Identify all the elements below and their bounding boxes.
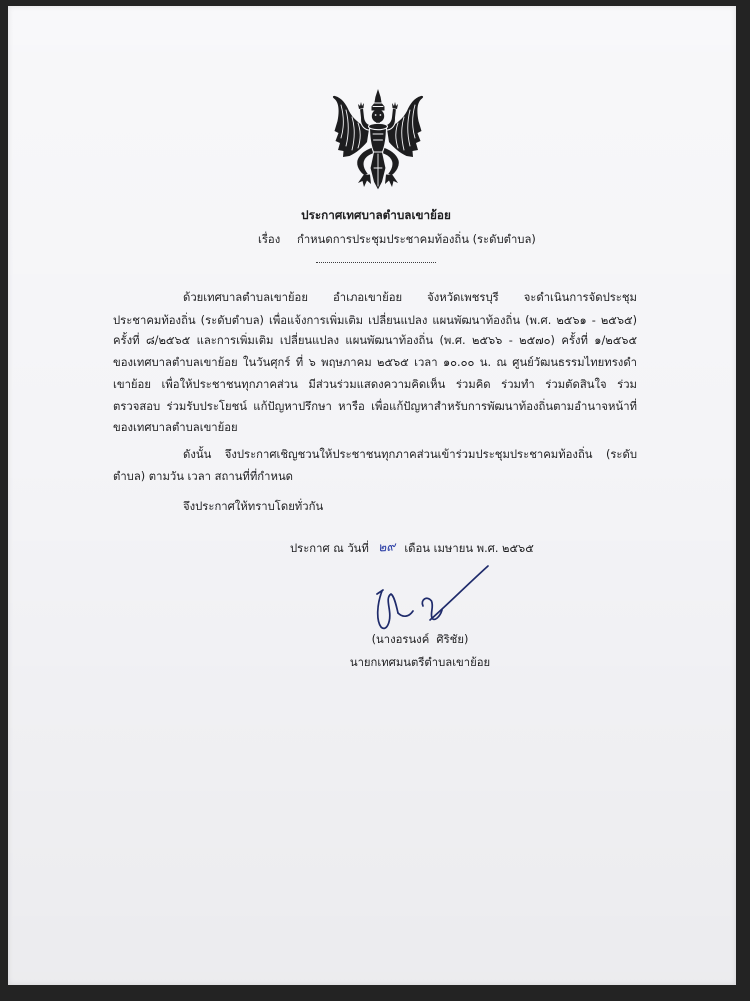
dotted-separator [316, 262, 436, 263]
paragraph-line: เขาย้อย เพื่อให้ประชาชนทุกภาคส่วน มีส่วนร่วมแสดงความคิดเห็น ร่วมคิด ร่วมทำ ร่วมตัดสินใจ ร่วม [113, 378, 637, 391]
paragraph-line: ของเทศบาลตำบลเขาย้อย ในวันศุกร์ ที่ ๖ พฤษภาคม ๒๕๖๕ เวลา ๑๐.๐๐ น. ณ ศูนย์วัฒนธรรมไทยทรงดำ [113, 356, 637, 369]
signatory-position: นายกเทศมนตรีตำบลเขาย้อย [349, 656, 491, 669]
paragraph-line: ดังนั้น จึงประกาศเชิญชวนให้ประชาชนทุกภาคส่วนเข้าร่วมประชุมประชาคมท้องถิ่น (ระดับ [183, 448, 637, 461]
paragraph-line: ประชาคมท้องถิ่น (ระดับตำบล) เพื่อแจ้งการเพิ่มเติม เปลี่ยนแปลง แผนพัฒนาท้องถิ่น (พ.ศ. ๒๕๖๑ - ๒๕๖๕) [113, 314, 637, 327]
subject-text: กำหนดการประชุมประชาคมท้องถิ่น (ระดับตำบล) [297, 233, 536, 246]
subject-label: เรื่อง [258, 233, 281, 246]
paragraph-line: ตำบล) ตามวัน เวลา สถานที่ที่กำหนด [113, 470, 293, 483]
garuda-crown [372, 89, 385, 111]
dateline-suffix: เดือน เมษายน พ.ศ. ๒๕๖๕ [404, 542, 534, 555]
dateline [290, 537, 610, 559]
paragraph-line: ด้วยเทศบาลตำบลเขาย้อย อำเภอเขาย้อย จังหวัดเพชรบุรี จะดำเนินการจัดประชุม [183, 291, 637, 304]
paragraph-line: ของเทศบาลตำบลเขาย้อย [113, 421, 238, 434]
paragraph-line: ตรวจสอบ ร่วมรับประโยชน์ แก้ปัญหาปรึกษา หารือ เพื่อแก้ปัญหาสำหรับการพัฒนาท้องถิ่นตามอำนาจหน้าที่ [113, 400, 637, 413]
paragraph-line: จึงประกาศให้ทราบโดยทั่วกัน [183, 500, 324, 513]
paragraph-line: ครั้งที่ ๘/๒๕๖๕ และการเพิ่มเติม เปลี่ยนแปลง แผนพัฒนาท้องถิ่น (พ.ศ. ๒๕๖๖ - ๒๕๗๐) ครั้งที่ ๑/๒๕๖๕ [113, 334, 637, 347]
dateline-prefix: ประกาศ ณ วันที่ [290, 542, 369, 555]
handwritten-day: ๒๙ [377, 538, 396, 555]
garuda-emblem [330, 88, 426, 192]
signatory-name: (นางอรนงค์ ศิริชัย) [371, 633, 469, 646]
handwritten-signature [370, 560, 495, 635]
announcement-title: ประกาศเทศบาลตำบลเขาย้อย [301, 208, 451, 222]
document-page [8, 6, 736, 985]
